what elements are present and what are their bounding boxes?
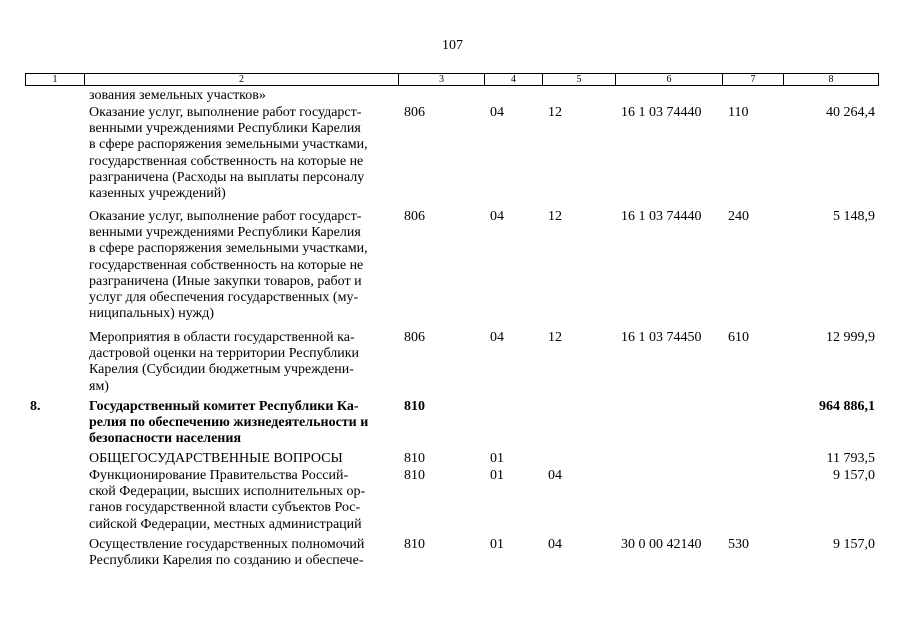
description-line: ниципальных) нужд)	[89, 306, 214, 322]
description-line: разграничена (Расходы на выплаты персоналу	[89, 169, 365, 185]
row-ministry-code: 810	[404, 451, 425, 466]
row-number: 8.	[30, 399, 41, 414]
row-target-code: 16 1 03 74440	[621, 209, 702, 224]
row-description	[89, 330, 399, 395]
row-target-code: 16 1 03 74450	[621, 330, 702, 345]
description-line: государственная собственность на которые не	[89, 153, 364, 169]
header-col-6: 6	[616, 74, 723, 85]
row-ministry-code: 806	[404, 330, 425, 345]
description-line: дастровой оценки на территории Республики	[89, 346, 360, 362]
header-col-3: 3	[399, 74, 485, 85]
description-line: разграничена (Иные закупки товаров, работ и	[89, 273, 362, 289]
description-line: Оказание услуг, выполнение работ государст-	[89, 105, 362, 120]
description-line: Государственный комитет Республики Ка-	[89, 399, 359, 414]
description-line: релия по обеспечению жизнедеятельности и	[89, 415, 369, 431]
row-section-code: 04	[490, 330, 504, 345]
row-section-code: 04	[490, 209, 504, 224]
row-ministry-code: 810	[404, 399, 425, 414]
page-number: 107	[442, 38, 463, 53]
row-target-code: 16 1 03 74440	[621, 105, 702, 120]
row-subsection-code: 04	[548, 537, 562, 552]
row-amount: 12 999,9	[826, 330, 875, 345]
description-line: ям)	[89, 378, 109, 394]
table-header	[25, 73, 879, 86]
row-subsection-code: 12	[548, 105, 562, 120]
description-line: Мероприятия в области государственной ка-	[89, 330, 355, 345]
row-amount: 5 148,9	[833, 209, 875, 224]
row-description	[89, 451, 399, 467]
description-line: ОБЩЕГОСУДАРСТВЕННЫЕ ВОПРОСЫ	[89, 451, 343, 466]
description-line: услуг для обеспечения государственных (му-	[89, 290, 359, 306]
description-line: Республики Карелия по созданию и обеспече-	[89, 553, 364, 569]
description-line: венными учреждениями Республики Карелия	[89, 225, 361, 241]
row-expense-type-code: 530	[728, 537, 749, 552]
row-subsection-code: 12	[548, 330, 562, 345]
row-description	[89, 537, 399, 569]
row-target-code: 30 0 00 42140	[621, 537, 702, 552]
description-line: ганов государственной власти субъектов Рос-	[89, 500, 361, 516]
description-line: государственная собственность на которые не	[89, 257, 364, 273]
row-section-code: 01	[490, 468, 504, 483]
header-col-7: 7	[723, 74, 784, 85]
row-subsection-code: 12	[548, 209, 562, 224]
header-col-5: 5	[543, 74, 616, 85]
row-section-code: 04	[490, 105, 504, 120]
header-col-8: 8	[828, 74, 834, 85]
row-amount: 40 264,4	[826, 105, 875, 120]
row-amount: 964 886,1	[819, 399, 875, 414]
row-section-code: 01	[490, 537, 504, 552]
row-ministry-code: 806	[404, 105, 425, 120]
header-col-2: 2	[85, 74, 399, 85]
description-line: Оказание услуг, выполнение работ государст-	[89, 209, 362, 224]
description-line: в сфере распоряжения земельными участками,	[89, 137, 368, 153]
description-line: безопасности населения	[89, 431, 242, 447]
row-amount: 11 793,5	[826, 451, 875, 466]
header-col-1: 1	[26, 74, 85, 85]
row-subsection-code: 04	[548, 468, 562, 483]
description-line: казенных учреждений)	[89, 186, 226, 202]
row-expense-type-code: 610	[728, 330, 749, 345]
row-description	[89, 399, 399, 448]
description-line: сийской Федерации, местных администраций	[89, 516, 362, 532]
row-ministry-code: 810	[404, 468, 425, 483]
row-description	[89, 105, 399, 202]
row-ministry-code: 810	[404, 537, 425, 552]
row-section-code: 01	[490, 451, 504, 466]
description-line: Карелия (Субсидии бюджетным учреждени-	[89, 362, 354, 378]
description-line: зования земельных участков»	[89, 88, 266, 103]
description-line: Осуществление государственных полномочий	[89, 537, 365, 552]
description-line: ской Федерации, высших исполнительных ор-	[89, 484, 366, 500]
row-expense-type-code: 110	[728, 105, 749, 120]
row-description	[89, 88, 399, 104]
description-line: в сфере распоряжения земельными участками,	[89, 241, 368, 257]
row-amount: 9 157,0	[833, 468, 875, 483]
description-line: Функционирование Правительства Россий-	[89, 468, 349, 483]
row-description	[89, 209, 399, 322]
row-expense-type-code: 240	[728, 209, 749, 224]
description-line: венными учреждениями Республики Карелия	[89, 121, 361, 137]
row-amount: 9 157,0	[833, 537, 875, 552]
header-col-4: 4	[485, 74, 543, 85]
row-ministry-code: 806	[404, 209, 425, 224]
row-description	[89, 468, 399, 533]
